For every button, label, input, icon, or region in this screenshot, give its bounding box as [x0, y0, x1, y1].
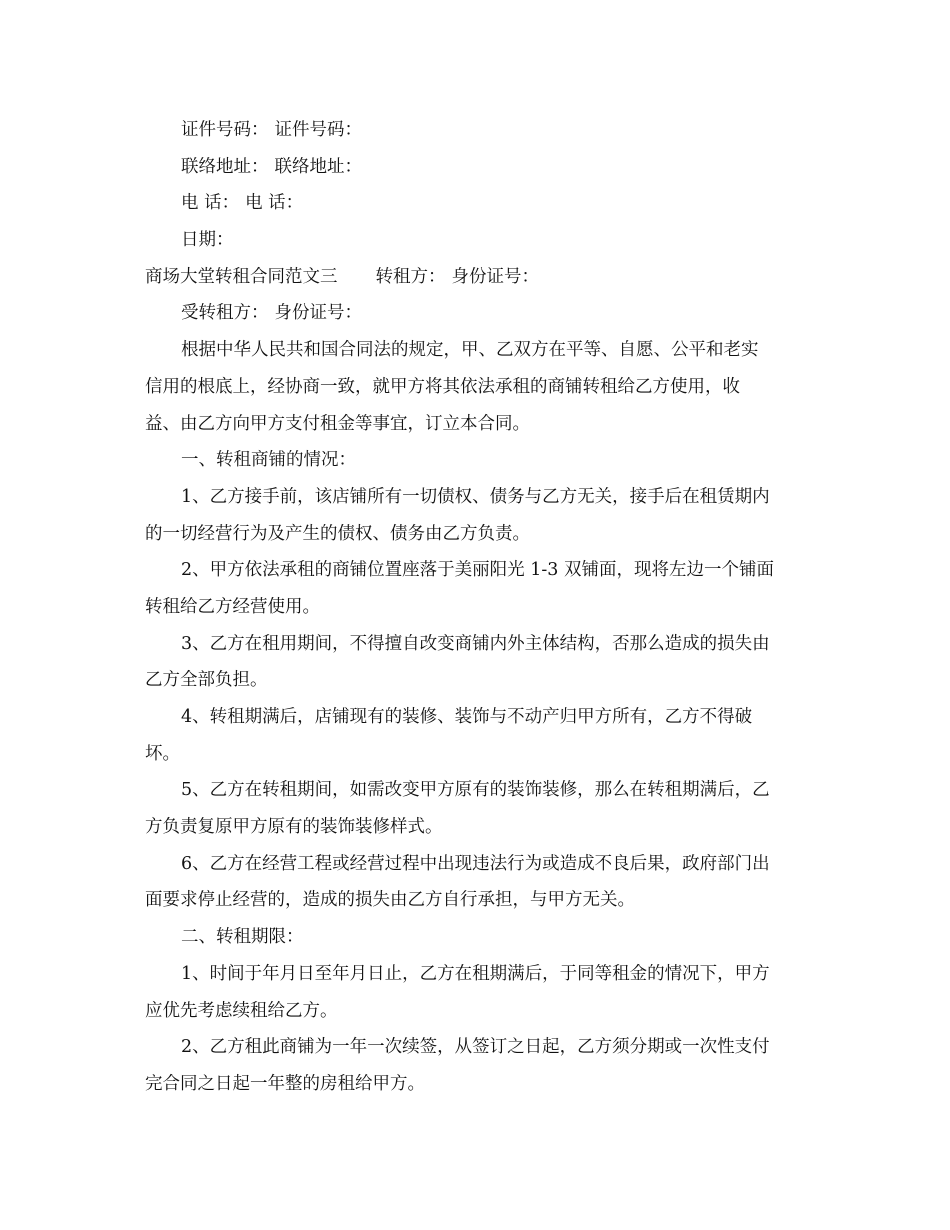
- clause-line: 方负责复原甲方原有的装饰装修样式。: [145, 817, 443, 838]
- address-row: [145, 149, 810, 186]
- clause-line: 4、转租期满后，店铺现有的装修、装饰与不动产归甲方所有，乙方不得破: [181, 707, 753, 727]
- section-2-heading: 二、转租期限：: [181, 927, 304, 948]
- sublessor-label: 转租方：: [375, 266, 446, 287]
- contract-document: [145, 112, 810, 1103]
- clause-line: 乙方全部负担。: [145, 670, 268, 691]
- sublessee-id-label: 身份证号：: [274, 303, 362, 324]
- title-row: [145, 259, 810, 296]
- clause-line: 3、乙方在租用期间，不得擅自改变商铺内外主体结构，否那么造成的损失由: [181, 633, 770, 654]
- clause-line: 2、乙方租此商铺为一年一次续签，从签订之日起，乙方须分期或一次性支付: [181, 1037, 770, 1058]
- phone-label-b: 电 话：: [245, 193, 304, 214]
- preamble-line: 根据中华人民共和国合同法的规定，甲、乙双方在平等、自愿、公平和老实: [181, 340, 759, 361]
- clause-line: 5、乙方在转租期间，如需改变甲方原有的装饰装修，那么在转租期满后，乙: [181, 780, 770, 801]
- clause-line: 完合同之日起一年整的房租给甲方。: [145, 1073, 425, 1094]
- id-number-label-b: 证件号码：: [274, 120, 362, 140]
- address-label-b: 联络地址：: [274, 156, 362, 177]
- clause-line: 1、时间于年月日至年月日止，乙方在租期满后，于同等租金的情况下，甲方: [181, 963, 770, 984]
- phone-row: [145, 185, 810, 222]
- clause-line: 的一切经营行为及产生的债权、债务由乙方负责。: [145, 523, 530, 544]
- sublessor-id-label: 身份证号：: [451, 266, 539, 287]
- clause-line: 2、甲方依法承租的商铺位置座落于美丽阳光 1-3 双铺面，现将左边一个铺面: [181, 560, 774, 581]
- date-row: [145, 222, 810, 259]
- sublessee-row: [145, 295, 810, 332]
- phone-label-a: 电 话：: [181, 193, 240, 214]
- preamble-line: 益、由乙方向甲方支付租金等事宜，订立本合同。: [145, 413, 530, 434]
- clause-line: 1、乙方接手前，该店铺所有一切债权、债务与乙方无关，接手后在租赁期内: [181, 486, 770, 507]
- date-label: 日期：: [181, 230, 234, 251]
- document-title: 商场大堂转租合同范文三: [145, 266, 338, 287]
- address-label-a: 联络地址：: [181, 156, 269, 177]
- sublessee-label: 受转租方：: [181, 303, 269, 324]
- id-number-label-a: 证件号码：: [181, 120, 269, 140]
- clause-line: 6、乙方在经营工程或经营过程中出现违法行为或造成不良后果，政府部门出: [181, 853, 770, 874]
- clause-line: 转租给乙方经营使用。: [145, 596, 320, 617]
- clause-line: 坏。: [145, 743, 180, 764]
- clause-line: 应优先考虑续租给乙方。: [145, 1000, 338, 1021]
- clause-line: 面要求停止经营的，造成的损失由乙方自行承担，与甲方无关。: [145, 890, 635, 911]
- id-number-row: [145, 112, 810, 149]
- preamble-line: 信用的根底上，经协商一致，就甲方将其依法承租的商铺转租给乙方使用，收: [145, 376, 740, 397]
- section-1-heading: 一、转租商铺的情况：: [181, 450, 356, 471]
